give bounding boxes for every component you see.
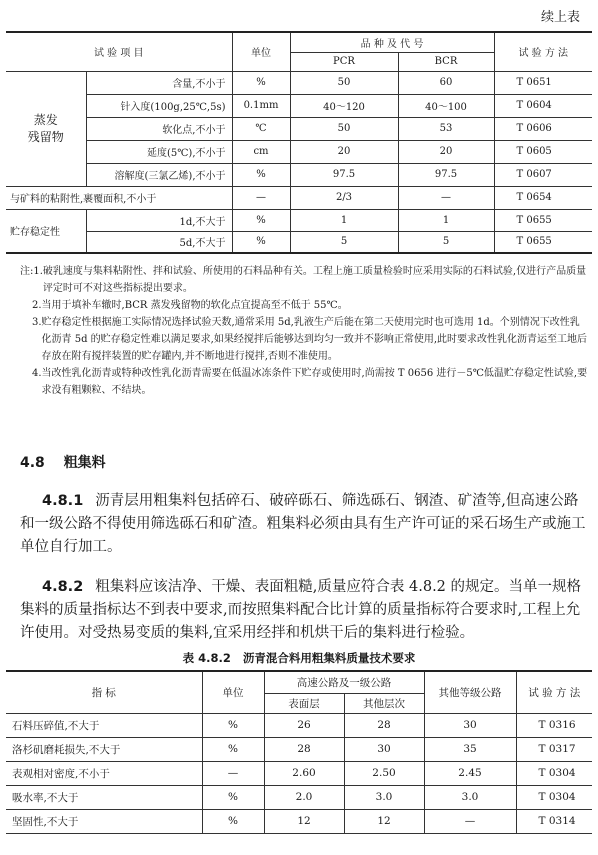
row-index: 洛杉矶磨耗损失,不大于 [6, 737, 202, 761]
row-method: T 0604 [494, 94, 592, 117]
row-bcr: 60 [398, 71, 494, 94]
header-bcr: BCR [398, 52, 494, 71]
group-storage: 贮存稳定性 [6, 209, 86, 253]
row-other-grade: 30 [424, 713, 516, 737]
note-text: 贮存稳定性根据施工实际情况选择试验天数,通常采用 5d,乳液生产后能在第二天使用完时也可选用 1d。个别情况下改性乳化沥青 5d 的贮存稳定性难以满足要求,如果经搅拌后能够达到均匀一致并不影响正常使用,此时要求改性乳化沥青运至工地后存放在附有搅拌装置的贮存罐内,并不断地进行搅拌,否则不准使用。 [41, 317, 588, 362]
header-other-grade: 其他等级公路 [424, 671, 516, 713]
note-text: 破乳速度与集料粘附性、拌和试验、所使用的石料品种有关。工程上施工质量检验时应采用实际的石料试验,仅进行产品质量评定时可不对这些指标提出要求。 [42, 266, 587, 294]
row-surface: 12 [264, 809, 344, 833]
row-unit: — [232, 186, 290, 209]
row-unit: % [232, 163, 290, 186]
note-item [20, 365, 588, 399]
header-index: 指 标 [6, 671, 202, 713]
row-other-layers: 30 [344, 737, 424, 761]
row-other-grade: — [424, 809, 516, 833]
row-bcr: 40～100 [398, 94, 494, 117]
row-pcr: 2/3 [290, 186, 398, 209]
row-unit: cm [232, 140, 290, 163]
continued-label: 续上表 [540, 10, 580, 25]
row-method: T 0651 [494, 71, 592, 94]
header-unit: 单位 [202, 671, 264, 713]
row-item: 与矿料的粘附性,裹覆面积,不小于 [6, 186, 232, 209]
header-highway: 高速公路及一级公路 [264, 671, 424, 693]
note-lead: 4. [32, 368, 42, 379]
row-item: 延度(5℃),不小于 [86, 140, 232, 163]
note-lead: 2. [32, 300, 42, 311]
row-method: T 0304 [516, 761, 592, 785]
row-surface: 26 [264, 713, 344, 737]
row-unit: % [202, 713, 264, 737]
row-other-layers: 28 [344, 713, 424, 737]
row-pcr: 50 [290, 71, 398, 94]
table-caption-title: 沥青混合料用粗集料质量技术要求 [242, 651, 416, 665]
section-heading [20, 452, 106, 472]
row-other-layers: 12 [344, 809, 424, 833]
row-index: 坚固性,不大于 [6, 809, 202, 833]
clause-number: 4.8.2 [42, 579, 84, 595]
row-method: T 0314 [516, 809, 592, 833]
section-number: 4.8 [20, 455, 45, 471]
header-variety: 品 种 及 代 号 [290, 32, 494, 52]
note-item [20, 297, 588, 314]
row-index: 表观相对密度,不小于 [6, 761, 202, 785]
note-item [20, 314, 588, 365]
row-unit: 0.1mm [232, 94, 290, 117]
header-method: 试 验 方 法 [494, 32, 592, 71]
row-unit: % [202, 809, 264, 833]
row-item: 溶解度(三氯乙烯),不小于 [86, 163, 232, 186]
row-unit: % [202, 737, 264, 761]
row-index: 吸水率,不大于 [6, 785, 202, 809]
note-text: 当改性乳化沥青或特种改性乳化沥青需要在低温冰冻条件下贮存或使用时,尚需按 T 0656 进行－5℃低温贮存稳定性试验,要求没有粗颗粒、不结块。 [41, 368, 588, 396]
header-other-layers: 其他层次 [344, 693, 424, 713]
row-method: T 0654 [494, 186, 592, 209]
note-lead: 3. [32, 317, 42, 328]
coarse-aggregate-table [6, 670, 592, 834]
paragraph [20, 576, 588, 645]
clause-number: 4.8.1 [42, 493, 84, 509]
row-other-layers: 2.50 [344, 761, 424, 785]
row-unit: % [202, 785, 264, 809]
header-surface: 表面层 [264, 693, 344, 713]
row-pcr: 40～120 [290, 94, 398, 117]
note-text: 当用于填补车辙时,BCR 蒸发残留物的软化点宜提高至不低于 55℃。 [41, 300, 348, 311]
paragraph [20, 490, 588, 559]
row-index: 石料压碎值,不大于 [6, 713, 202, 737]
row-unit: % [232, 209, 290, 231]
row-method: T 0655 [494, 231, 592, 253]
row-pcr: 97.5 [290, 163, 398, 186]
note-item [20, 263, 588, 297]
row-bcr: 5 [398, 231, 494, 253]
row-item: 5d,不大于 [86, 231, 232, 253]
row-pcr: 20 [290, 140, 398, 163]
row-bcr: 53 [398, 117, 494, 140]
clause-text: 粗集料应该洁净、干燥、表面粗糙,质量应符合表 4.8.2 的规定。当单一规格集料的质量指标达不到表中要求,而按照集料配合比计算的质量指标符合要求时,工程上允许使用。对受热易变质的集料,宜采用经拌和机烘干后的集料进行检验。 [20, 579, 582, 641]
row-method: T 0607 [494, 163, 592, 186]
table-notes [20, 263, 588, 399]
row-bcr: 1 [398, 209, 494, 231]
row-surface: 2.60 [264, 761, 344, 785]
table-caption [0, 650, 598, 666]
row-method: T 0316 [516, 713, 592, 737]
row-bcr: 20 [398, 140, 494, 163]
note-lead: 注:1. [20, 266, 43, 277]
row-item: 软化点,不小于 [86, 117, 232, 140]
header-method: 试 验 方 法 [516, 671, 592, 713]
row-method: T 0317 [516, 737, 592, 761]
row-unit: ℃ [232, 117, 290, 140]
table-caption-number: 表 4.8.2 [182, 651, 231, 665]
row-other-grade: 35 [424, 737, 516, 761]
header-pcr: PCR [290, 52, 398, 71]
section-title: 粗集料 [63, 455, 106, 471]
emulsified-asphalt-table [6, 31, 592, 254]
clause-text: 沥青层用粗集料包括碎石、破碎砾石、筛选砾石、钢渣、矿渣等,但高速公路和一级公路不得使用筛选砾石和矿渣。粗集料必须由具有生产许可证的采石场生产或施工单位自行加工。 [20, 493, 586, 555]
row-method: T 0606 [494, 117, 592, 140]
row-unit: — [202, 761, 264, 785]
row-other-layers: 3.0 [344, 785, 424, 809]
row-method: T 0655 [494, 209, 592, 231]
row-surface: 28 [264, 737, 344, 761]
row-bcr: 97.5 [398, 163, 494, 186]
row-pcr: 1 [290, 209, 398, 231]
row-pcr: 50 [290, 117, 398, 140]
group-residue: 蒸发 残留物 [6, 71, 86, 186]
row-pcr: 5 [290, 231, 398, 253]
header-unit: 单位 [232, 32, 290, 71]
row-other-grade: 3.0 [424, 785, 516, 809]
row-method: T 0304 [516, 785, 592, 809]
row-item: 针入度(100g,25℃,5s) [86, 94, 232, 117]
row-bcr: — [398, 186, 494, 209]
row-item: 1d,不大于 [86, 209, 232, 231]
row-method: T 0605 [494, 140, 592, 163]
row-other-grade: 2.45 [424, 761, 516, 785]
row-unit: % [232, 71, 290, 94]
row-item: 含量,不小于 [86, 71, 232, 94]
row-unit: % [232, 231, 290, 253]
row-surface: 2.0 [264, 785, 344, 809]
header-item: 试 验 项 目 [6, 32, 232, 71]
